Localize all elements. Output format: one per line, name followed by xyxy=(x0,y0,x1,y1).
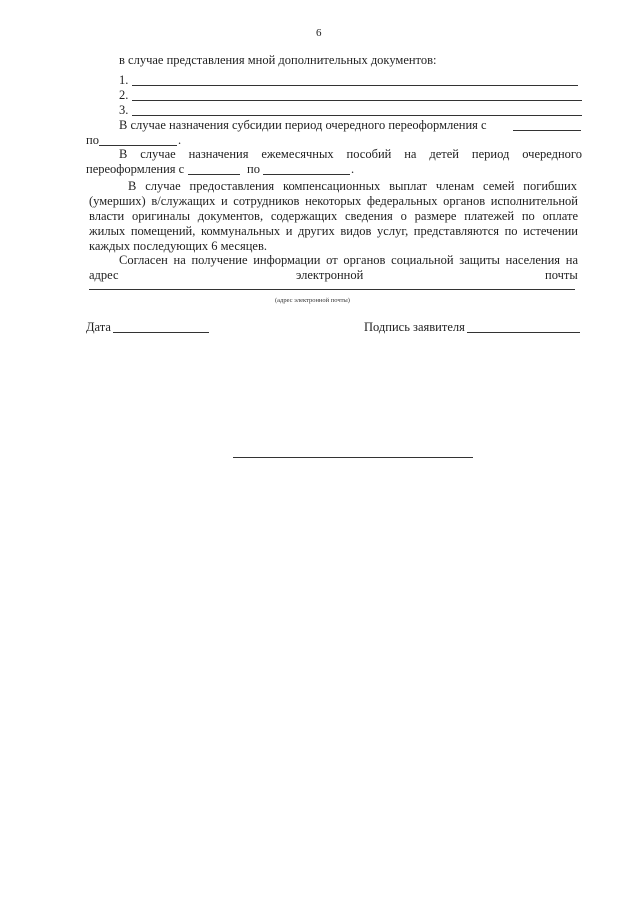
allowance-from-date-line[interactable] xyxy=(188,174,240,175)
compensation-line-4: жилых помещений, коммунальных и других видов услуг, представляются по истечении xyxy=(89,224,578,238)
subsidy-to-date-line[interactable] xyxy=(99,145,177,146)
document-item-2-number: 2. xyxy=(119,88,129,102)
document-item-3-line[interactable] xyxy=(132,115,582,116)
compensation-line-5: каждых последующих 6 месяцев. xyxy=(89,239,267,253)
document-item-1-line[interactable] xyxy=(132,85,578,86)
allowance-to-prefix: по xyxy=(247,162,260,176)
consent-word-electronic: электронной xyxy=(296,268,364,282)
document-item-3-number: 3. xyxy=(119,103,129,117)
document-item-2-line[interactable] xyxy=(132,100,582,101)
compensation-line-2: (умерших) в/служащих и сотрудников некоторых федеральных органов исполнительной xyxy=(89,194,578,208)
date-line[interactable] xyxy=(113,332,209,333)
subsidy-to-prefix: по xyxy=(86,133,99,147)
allowance-from-prefix: переоформления с xyxy=(86,162,185,176)
email-address-caption: (адрес электронной почты) xyxy=(275,297,350,304)
documents-intro: в случае представления мной дополнительных документов: xyxy=(119,53,437,67)
allowance-to-date-line[interactable] xyxy=(263,174,350,175)
signature-label: Подпись заявителя xyxy=(364,320,465,334)
subsidy-text: В случае назначения субсидии период очередного переоформления с xyxy=(119,118,487,132)
subsidy-to-suffix: . xyxy=(178,133,182,147)
date-label: Дата xyxy=(86,320,111,334)
end-separator xyxy=(233,457,473,458)
allowance-to-suffix: . xyxy=(351,162,355,176)
subsidy-from-date-line[interactable] xyxy=(513,130,581,131)
consent-word-address: адрес xyxy=(89,268,119,282)
consent-text: Согласен на получение информации от органов социальной защиты населения на xyxy=(119,253,578,267)
compensation-line-3: власти оригиналы документов, содержащих сведения о размере платежей по оплате xyxy=(89,209,578,223)
email-address-line[interactable] xyxy=(89,289,575,290)
page-number: 6 xyxy=(316,27,322,39)
consent-word-mail: почты xyxy=(545,268,578,282)
compensation-line-1: В случае предоставления компенсационных выплат членам семей погибших xyxy=(128,179,577,193)
document-item-1-number: 1. xyxy=(119,73,129,87)
signature-line[interactable] xyxy=(467,332,580,333)
allowance-text: В случае назначения ежемесячных пособий на детей период очередного xyxy=(119,147,582,161)
